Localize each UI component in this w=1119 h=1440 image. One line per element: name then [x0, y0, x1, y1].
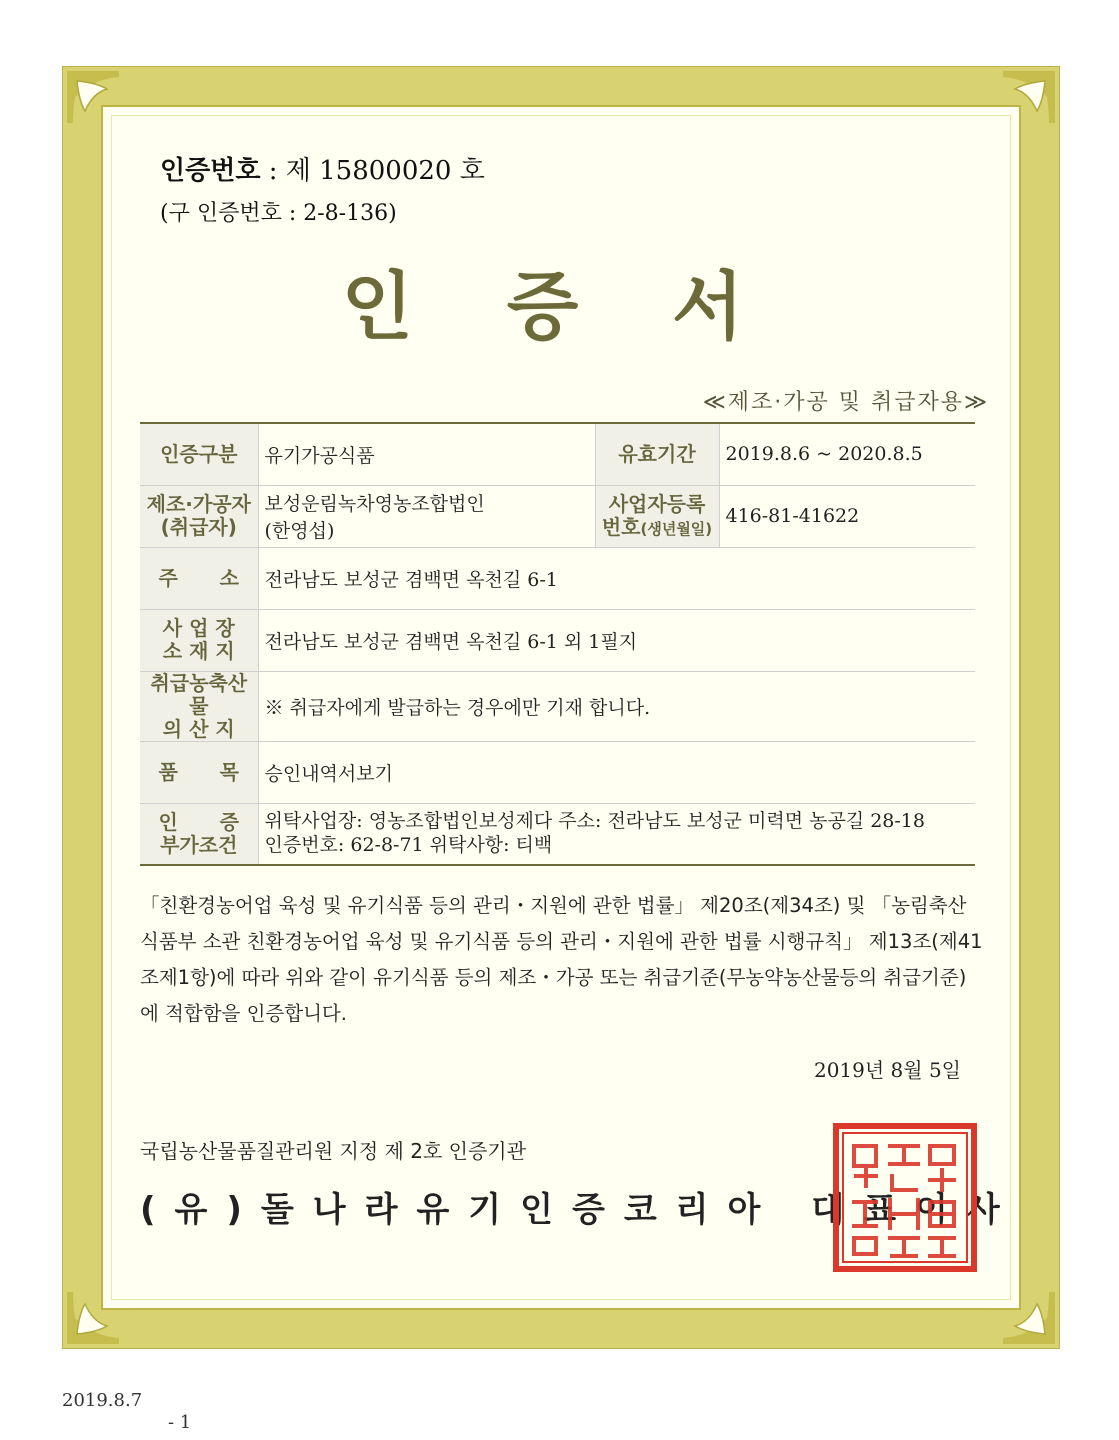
site-label-line2: 소 재 지 [162, 639, 235, 663]
origin-label [140, 671, 258, 741]
condition-label-line1: 인 증 [158, 809, 239, 834]
condition-label-line2: 부가조건 [160, 832, 238, 857]
condition-value [258, 803, 975, 865]
certificate-number-label: 인증번호 [160, 156, 261, 186]
origin-value: ※ 취급자에게 발급하는 경우에만 기재 합니다. [258, 671, 975, 741]
item-value: 승인내역서보기 [258, 741, 975, 803]
representative-title: 대표이사 [811, 1190, 1019, 1230]
page-number: - 1 [168, 1412, 192, 1433]
business-number-label-line2 [602, 516, 713, 539]
official-seal-stamp [830, 1120, 980, 1275]
document-title: 인 증 서 [341, 264, 778, 350]
table-row [140, 547, 975, 609]
certificate-number [160, 150, 485, 187]
address-label: 주 소 [140, 547, 258, 609]
category-label: 인증구분 [140, 423, 258, 485]
business-number-value: 416-81-41622 [719, 485, 975, 547]
site-value: 전라남도 보성군 겸백면 옥천길 6-1 외 1필지 [258, 609, 975, 671]
maker-label-line1: 제조·가공자 [146, 492, 251, 516]
certifying-agency: 국립농산물품질관리원 지정 제 2호 인증기관 [140, 1139, 526, 1163]
print-date: 2019.8.7 [62, 1390, 143, 1411]
usage-type: ≪제조·가공 및 취급자용≫ [702, 390, 989, 415]
issue-date: 2019년 8월 5일 [813, 1058, 961, 1082]
origin-label-line1: 취급농축산물 [150, 670, 248, 718]
certification-statement: 「친환경농어업 육성 및 유기식품 등의 관리・지원에 관한 법률」 제20조(제34조) 및 「농림축산식품부 소관 친환경농어업 육성 및 유기식품 등의 관리・지원에 관한 법률 시행규칙」 제13조(제41조제1항)에 따라 위와 같이 유기식품 등의 제조・가공 또는 취급기준(무농약농산물등의 취급기준)에 적합함을 인증합니다. [140, 894, 983, 1025]
table-row [140, 741, 975, 803]
old-certificate-number: (구 인증번호 : 2-8-136) [160, 201, 397, 226]
business-number-label-main: 번호 [601, 515, 641, 539]
origin-label-line2: 의 산 지 [162, 716, 235, 741]
table-row [140, 423, 975, 485]
condition-label [140, 803, 258, 865]
address-value: 전라남도 보성군 겸백면 옥천길 6-1 [258, 547, 975, 609]
table-row [140, 671, 975, 741]
organization-name: (유)돌나라유기인증코리아 [140, 1190, 780, 1230]
maker-label-line2: (취급자) [160, 515, 237, 539]
category-value: 유기가공식품 [258, 423, 595, 485]
business-number-label-sub: (생년월일) [640, 520, 713, 538]
certificate-number-value: : 제 15800020 호 [268, 156, 485, 186]
site-label [140, 609, 258, 671]
site-label-line1: 사 업 장 [162, 616, 235, 640]
business-number-label [595, 485, 719, 547]
maker-label [140, 485, 258, 547]
table-row [140, 609, 975, 671]
validity-value: 2019.8.6 ~ 2020.8.5 [719, 423, 975, 485]
table-row [140, 485, 975, 547]
table-row [140, 803, 975, 865]
maker-value [258, 485, 595, 547]
maker-value-line2: (한영섭) [264, 520, 335, 542]
maker-value-line1: 보성운림녹차영농조합법인 [264, 493, 485, 515]
certificate-info-table [140, 422, 975, 866]
item-label: 품 목 [140, 741, 258, 803]
condition-value-line2: 인증번호: 62-8-71 위탁사항: 티백 [264, 833, 553, 856]
condition-value-line1: 위탁사업장: 영농조합법인보성제다 주소: 전라남도 보성군 미력면 농공길 28-18 [264, 810, 925, 832]
business-number-label-line1: 사업자등록 [608, 492, 706, 516]
validity-label: 유효기간 [595, 423, 719, 485]
